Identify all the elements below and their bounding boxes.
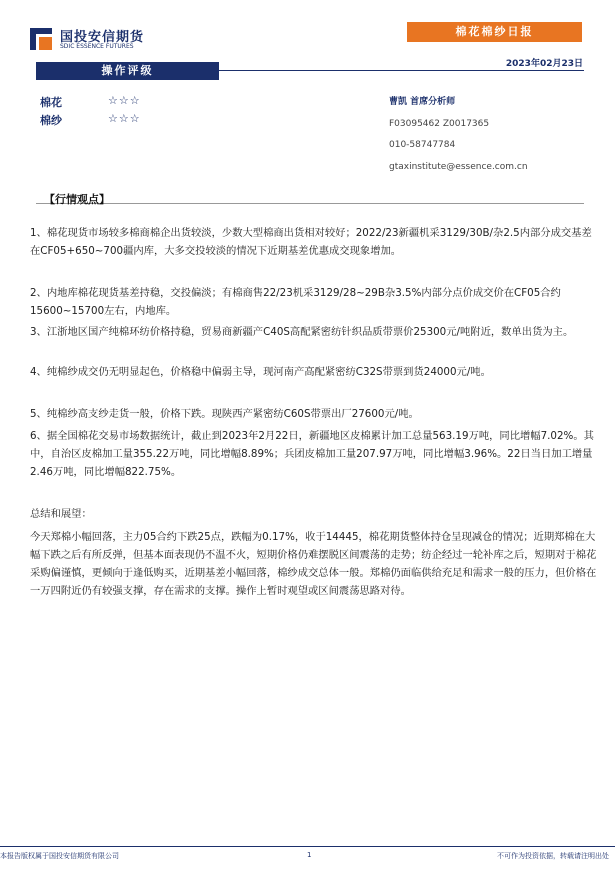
rating-label: 棉纱 — [40, 114, 62, 127]
page-number: 1 — [307, 851, 312, 859]
analyst-name: 曹凯 首席分析师 — [389, 97, 456, 107]
market-point-3: 3、江浙地区国产纯棉环纺价格持稳，贸易商新疆产C40S高配紧密纺针织品质带票价25300元/吨附近，数单出货为主。 — [30, 326, 574, 338]
market-point-6: 6、据全国棉花交易市场数据统计，截止到2023年2月22日，新疆地区皮棉累计加工总量563.19万吨，同比增幅7.02%。其中，自治区皮棉加工量355.22万吨，同比增幅8.89%；兵团皮棉加工量207.97万吨，同比增幅3.96%。22日当日加工增量2.46万吨，同比增幅822.75%。 — [30, 430, 594, 478]
analyst-email[interactable]: gtaxinstitute@essence.com.cn — [389, 162, 528, 172]
footer-disclaimer: 不可作为投资依据，转载请注明出处 — [497, 852, 609, 860]
summary-body: 今天郑棉小幅回落，主力05合约下跌25点，跌幅为0.17%，收于14445，棉花期货整体持仓呈现减仓的情况；近期郑棉在大幅下跌之后有所反弹，但基本面表现仍不温不火，短期价格仍难摆脱区间震荡的走势；纺企经过一轮补库之后，短期对于棉花采购偏谨慎，更倾向于逢低购买，近期基差小幅回落，棉纱成交总体一般。郑棉仍面临供给充足和需求一般的压力，但价格在一万四附近仍有较强支撑，存在需求的支撑。操作上暂时观望或区间震荡思路对待。 — [30, 531, 597, 597]
rating-title-bar: 操作评级 — [36, 62, 219, 80]
section-header-box — [36, 187, 584, 204]
logo-mark-icon — [30, 28, 52, 50]
analyst-phone: 010-58747784 — [389, 140, 456, 150]
report-date: 2023年02月23日 — [505, 59, 583, 69]
footer-copyright: 本报告版权属于国投安信期货有限公司 — [0, 852, 119, 860]
rating-label: 棉花 — [40, 96, 62, 109]
logo-name-cn: 国投安信期货 — [60, 30, 145, 45]
market-point-2: 2、内地库棉花现货基差持稳，交投偏淡；有棉商售22/23机采3129/28~29B杂3.5%内部分点价成交价在CF05合约15600~15700左右，内地库。 — [30, 287, 561, 317]
summary-title: 总结和展望： — [30, 508, 92, 520]
section-title: 【行情观点】 — [44, 193, 110, 206]
footer-divider — [0, 846, 615, 847]
rating-stars-icon: ☆☆☆ — [108, 94, 141, 107]
market-point-5: 5、纯棉纱高支纱走货一般，价格下跌。现陕西产紧密纺C60S带票出厂27600元/吨。 — [30, 408, 419, 420]
rating-stars-icon: ☆☆☆ — [108, 112, 141, 125]
report-title-banner: 棉花棉纱日报 — [407, 22, 582, 42]
logo-name-en: SDIC ESSENCE FUTURES — [60, 43, 134, 50]
company-logo — [30, 26, 190, 56]
market-point-4: 4、纯棉纱成交仍无明显起色，价格稳中偏弱主导，现河南产高配紧密纺C32S带票到货24000元/吨。 — [30, 366, 491, 378]
analyst-license: F03095462 Z0017365 — [389, 119, 490, 129]
rating-row-cotton — [40, 94, 141, 110]
rating-row-yarn — [40, 112, 141, 128]
market-point-1: 1、棉花现货市场较多棉商棉企出货较淡，少数大型棉商出货相对较好；2022/23新疆机采3129/30B/杂2.5内部分成交基差在CF05+650~700疆内库，大多交投较淡的情况下近期基差优惠成交现象增加。 — [30, 227, 592, 257]
